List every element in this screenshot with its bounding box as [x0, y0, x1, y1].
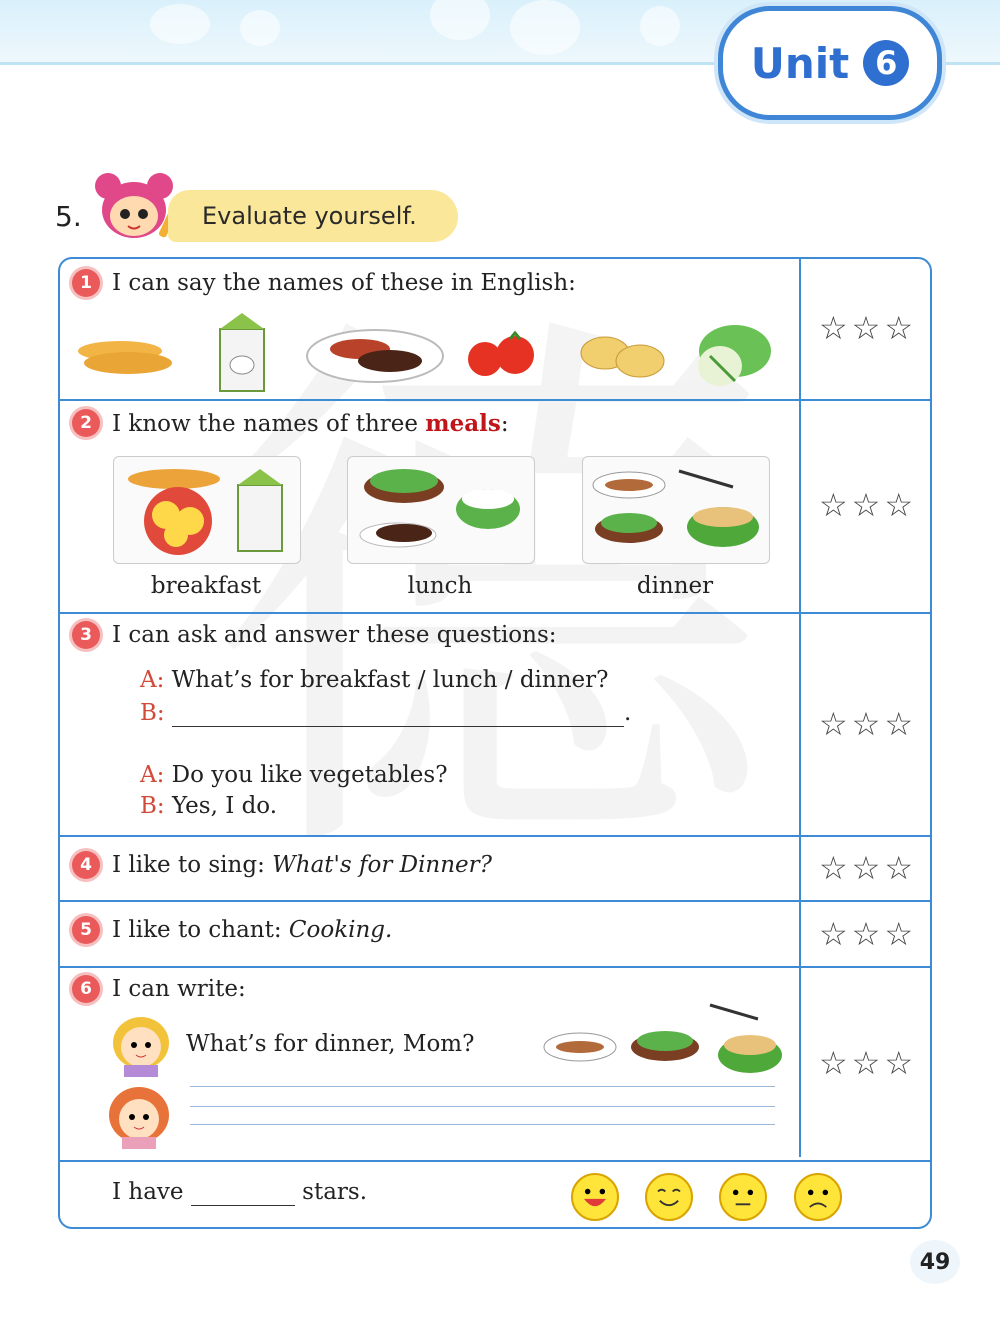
dialog-answer-blank: B: . — [140, 700, 632, 726]
tomato-icon — [468, 333, 534, 376]
song-title: What's for Dinner? — [272, 852, 492, 878]
row-6 — [72, 975, 246, 1003]
answer-blank[interactable] — [172, 700, 624, 727]
star-rating[interactable]: ☆☆☆ — [818, 309, 918, 347]
neutral-face-icon[interactable] — [719, 1173, 767, 1221]
footer-text: I have stars. — [112, 1179, 368, 1205]
lunch-picture — [347, 456, 535, 564]
unit-badge — [718, 6, 942, 120]
smiling-face-icon[interactable] — [645, 1173, 693, 1221]
unit-word: Unit — [750, 38, 850, 88]
girl-avatar-icon — [106, 1015, 176, 1077]
laughing-face-icon[interactable] — [571, 1173, 619, 1221]
milk-carton-icon — [220, 313, 264, 391]
row-divider — [60, 1160, 932, 1162]
star-rating[interactable]: ☆☆☆ — [818, 849, 918, 887]
row-2 — [72, 409, 509, 437]
row-number-badge: 2 — [72, 409, 100, 437]
row-number-badge: 5 — [72, 916, 100, 944]
row-text: I know the names of three meals: — [112, 409, 509, 437]
writing-question: What’s for dinner, Mom? — [186, 1031, 475, 1057]
sad-face-icon[interactable] — [794, 1173, 842, 1221]
writing-line[interactable] — [190, 1106, 775, 1107]
meal-label-dinner: dinner — [636, 573, 714, 599]
row-divider — [60, 612, 932, 614]
row-text: I like to sing: — [112, 852, 273, 878]
writing-line[interactable] — [190, 1124, 775, 1125]
writing-line[interactable] — [190, 1086, 775, 1087]
dinner-foods-icon — [540, 999, 790, 1089]
dialog-line: B: Yes, I do. — [140, 793, 278, 819]
row-4 — [72, 851, 492, 879]
meal-label-lunch: lunch — [407, 573, 473, 599]
dialog-line: A: Do you like vegetables? — [140, 762, 448, 788]
meal-label-breakfast: breakfast — [150, 573, 262, 599]
star-rating[interactable]: ☆☆☆ — [818, 486, 918, 524]
row-divider — [60, 900, 932, 902]
meals-highlight: meals — [425, 409, 501, 437]
unit-number: 6 — [863, 40, 909, 86]
bread-icon — [78, 341, 172, 374]
row-divider — [60, 835, 932, 837]
row-text: I can ask and answer these questions: — [112, 622, 557, 648]
row-number-badge: 6 — [72, 975, 100, 1003]
section-number: 5. — [55, 200, 82, 233]
row-divider — [60, 399, 932, 401]
section-title: Evaluate yourself. — [168, 190, 458, 242]
watermark — [210, 319, 770, 879]
column-divider — [799, 259, 801, 1157]
row-5 — [72, 916, 392, 944]
dinner-picture — [582, 456, 770, 564]
potato-icon — [581, 337, 664, 377]
row-divider — [60, 966, 932, 968]
dialog-line: A: What’s for breakfast / lunch / dinner? — [140, 667, 609, 693]
row-text: I can say the names of these in English: — [112, 270, 576, 296]
row-text: I like to chant: — [112, 917, 289, 943]
row-1 — [72, 269, 576, 297]
star-rating[interactable]: ☆☆☆ — [818, 705, 918, 743]
row-text: I can write: — [112, 976, 246, 1002]
row-number-badge: 1 — [72, 269, 100, 297]
row-number-badge: 3 — [72, 621, 100, 649]
star-count-blank[interactable] — [191, 1179, 295, 1206]
cabbage-icon — [698, 325, 771, 386]
mother-avatar-icon — [102, 1085, 176, 1149]
chant-title: Cooking. — [288, 917, 393, 943]
star-rating[interactable]: ☆☆☆ — [818, 915, 918, 953]
breakfast-picture — [113, 456, 301, 564]
meat-plate-icon — [307, 330, 443, 382]
row-number-badge: 4 — [72, 851, 100, 879]
star-rating[interactable]: ☆☆☆ — [818, 1044, 918, 1082]
page-number: 49 — [910, 1240, 960, 1284]
evaluation-table — [58, 257, 932, 1229]
row-3 — [72, 621, 557, 649]
food-pictures — [70, 311, 790, 397]
